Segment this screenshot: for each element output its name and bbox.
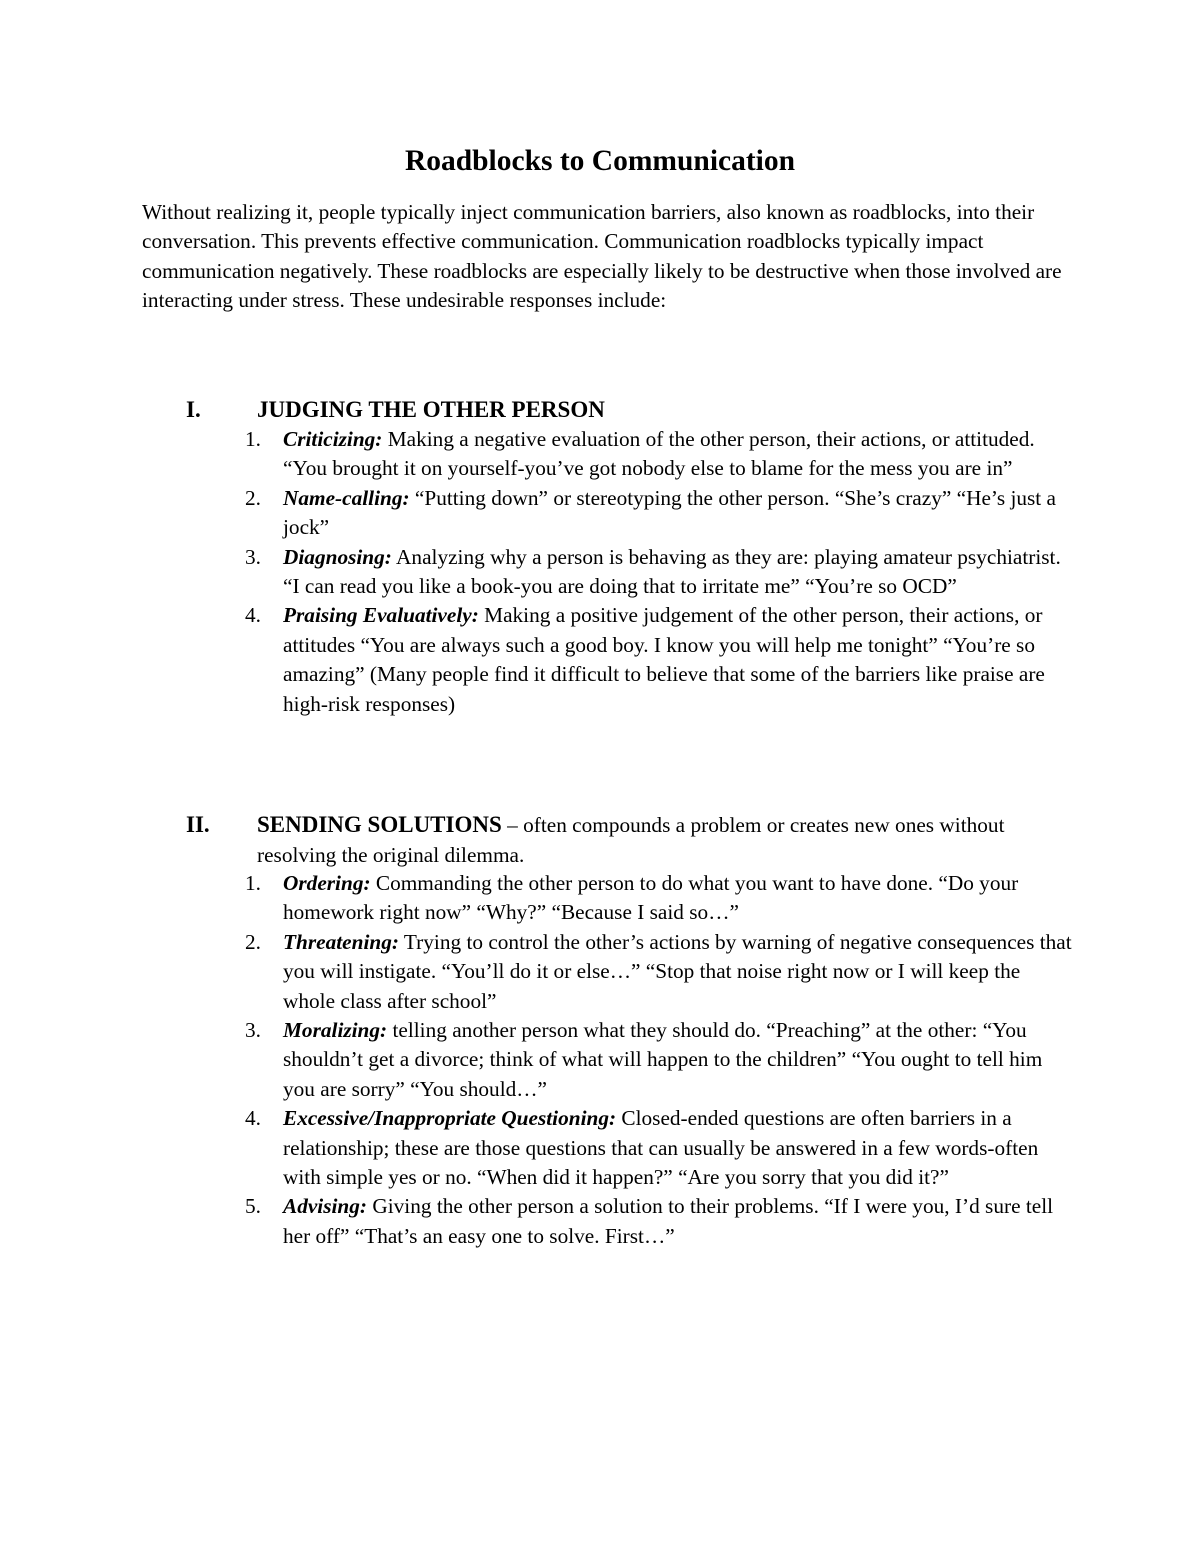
item-term: Name-calling: (283, 485, 410, 510)
list-item (245, 543, 1073, 602)
item-number: 5. (245, 1194, 261, 1219)
item-number: 3. (245, 1018, 261, 1043)
list-item (245, 601, 1073, 719)
item-number: 1. (245, 427, 261, 451)
section-heading-text (257, 810, 1066, 871)
item-number: 1. (245, 871, 261, 895)
judging-list (245, 425, 1073, 719)
item-text: Commanding the other person to do what you want to have done. “Do your homework right now” “Why?” “Because I said so…” (283, 871, 1019, 925)
item-term: Diagnosing: (283, 544, 392, 569)
list-item (245, 1016, 1073, 1104)
item-number: 4. (245, 1106, 261, 1131)
section-numeral: I. (186, 397, 201, 422)
section-heading-title: SENDING SOLUTIONS (257, 812, 502, 837)
section-heading-solutions (186, 810, 1066, 871)
item-term: Ordering: (283, 871, 371, 895)
item-text: Closed-ended questions are often barriers in a relationship; these are those questions that can usually be answered in a few words-often with simple yes or no. “When did it happen?” “Are you sorry that you did it?” (283, 1106, 1039, 1190)
intro-paragraph: Without realizing it, people typically inject communication barriers, also known as roadblocks, into their conversation. This prevents effective communication. Communication roadblocks typically impact communication negatively. These roadblocks are especially likely to be destructive when those involved are interacting under stress. These undesirable responses include: (142, 200, 1062, 313)
item-term: Excessive/Inappropriate Questioning: (283, 1106, 617, 1131)
list-item (245, 928, 1073, 1016)
item-text: Making a negative evaluation of the other person, their actions, or attituded. “You brought it on yourself-you’ve got nobody else to blame for the mess you are in” (283, 427, 1035, 481)
section-numeral: II. (186, 812, 210, 837)
item-term: Threatening: (283, 929, 399, 954)
item-term: Moralizing: (283, 1018, 388, 1043)
item-number: 2. (245, 485, 261, 510)
item-number: 4. (245, 603, 261, 628)
item-number: 3. (245, 544, 261, 569)
list-item (245, 1192, 1073, 1251)
list-item (245, 484, 1073, 543)
list-item (245, 1104, 1073, 1192)
section-heading-title: JUDGING THE OTHER PERSON (257, 397, 605, 422)
list-item (245, 425, 1073, 484)
solutions-list (245, 869, 1073, 1251)
section-heading-description: – often compounds a problem or creates new ones without resolving the original dilemma. (257, 813, 1005, 868)
item-text: “Putting down” or stereotyping the other person. “She’s crazy” “He’s just a jock” (283, 485, 1057, 540)
list-item (245, 869, 1073, 928)
item-term: Advising: (283, 1194, 368, 1219)
section-heading-text (257, 395, 1066, 425)
item-text: Analyzing why a person is behaving as they are: playing amateur psychiatrist. “I can read you like a book-you are doing that to irritate me” “You’re so OCD” (283, 544, 1061, 599)
item-text: Giving the other person a solution to their problems. “If I were you, I’d sure tell her off” “That’s an easy one to solve. First…” (283, 1194, 1054, 1248)
item-text: Making a positive judgement of the other person, their actions, or attitudes “You are always such a good boy. I know you will help me tonight” “You’re so amazing” (Many people find it difficult to believe that some of the barriers like praise are high-risk responses) (283, 603, 1045, 716)
item-number: 2. (245, 929, 261, 954)
item-text: Trying to control the other’s actions by warning of negative consequences that you will instigate. “You’ll do it or else…” “Stop that noise right now or I will keep the whole class after school” (283, 929, 1072, 1013)
item-term: Praising Evaluatively: (283, 603, 479, 628)
item-text: telling another person what they should do. “Preaching” at the other: “You shouldn’t get a divorce; think of what will happen to the children” “You ought to tell him you are sorry” “You should…” (283, 1018, 1043, 1101)
document-title: Roadblocks to Communication (404, 145, 796, 177)
section-heading-judging (186, 395, 1066, 425)
item-term: Criticizing: (283, 427, 383, 451)
